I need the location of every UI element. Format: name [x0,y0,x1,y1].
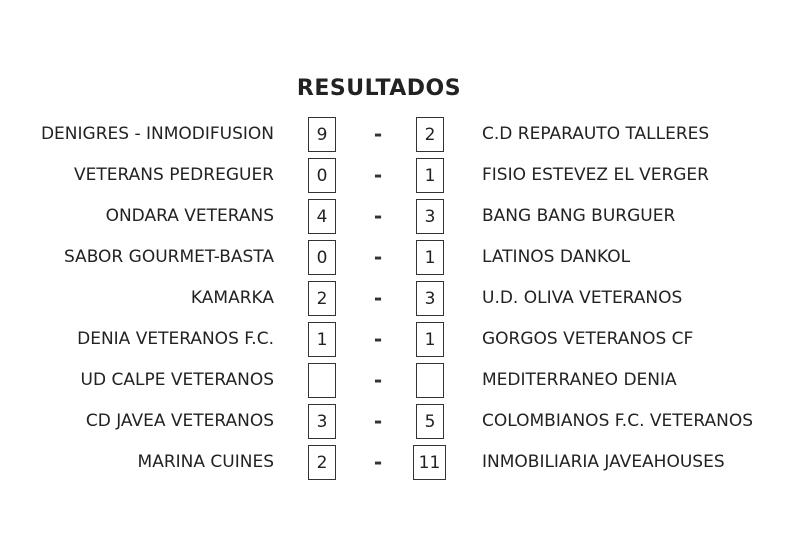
score-separator: - [373,245,383,269]
away-team: FISIO ESTEVEZ EL VERGER [482,165,709,185]
away-score-box: 3 [416,199,444,234]
match-row [0,239,800,280]
score-separator: - [373,122,383,146]
away-score-box [416,363,444,398]
away-score-box: 1 [416,158,444,193]
away-score-box: 1 [416,322,444,357]
score-separator: - [373,327,383,351]
home-score-box: 2 [308,281,336,316]
home-score-box: 1 [308,322,336,357]
score-separator: - [373,450,383,474]
match-row [0,362,800,403]
home-team: VETERANS PEDREGUER [74,165,274,185]
away-team: BANG BANG BURGUER [482,206,676,226]
away-team: U.D. OLIVA VETERANOS [482,288,683,308]
match-row [0,157,800,198]
away-team: INMOBILIARIA JAVEAHOUSES [482,452,725,472]
home-team: CD JAVEA VETERANOS [85,411,274,431]
score-separator: - [373,286,383,310]
match-row [0,280,800,321]
match-row [0,116,800,157]
away-score-box: 1 [416,240,444,275]
home-score-box: 9 [308,117,336,152]
score-separator: - [373,163,383,187]
away-score-box: 2 [416,117,444,152]
away-team: COLOMBIANOS F.C. VETERANOS [482,411,754,431]
home-score-box: 4 [308,199,336,234]
home-score-box [308,363,336,398]
results-title: RESULTADOS [296,76,462,101]
results-list [0,116,800,485]
away-team: GORGOS VETERANOS CF [482,329,694,349]
away-team: MEDITERRANEO DENIA [482,370,677,390]
match-row [0,321,800,362]
home-score-box: 3 [308,404,336,439]
match-row [0,198,800,239]
home-team: UD CALPE VETERANOS [80,370,274,390]
home-team: DENIA VETERANOS F.C. [77,329,274,349]
away-team: C.D REPARAUTO TALLERES [482,124,710,144]
home-team: ONDARA VETERANS [105,206,274,226]
home-team: SABOR GOURMET-BASTA [63,247,274,267]
score-separator: - [373,409,383,433]
home-team: DENIGRES - INMODIFUSION [40,124,274,144]
home-team: MARINA CUINES [137,452,274,472]
away-team: LATINOS DANKOL [482,247,631,267]
home-score-box: 2 [308,445,336,480]
away-score-box: 11 [413,445,446,480]
score-separator: - [373,204,383,228]
home-team: KAMARKA [190,288,274,308]
away-score-box: 3 [416,281,444,316]
score-separator: - [373,368,383,392]
home-score-box: 0 [308,158,336,193]
away-score-box: 5 [416,404,444,439]
match-row [0,403,800,444]
match-row [0,444,800,485]
home-score-box: 0 [308,240,336,275]
